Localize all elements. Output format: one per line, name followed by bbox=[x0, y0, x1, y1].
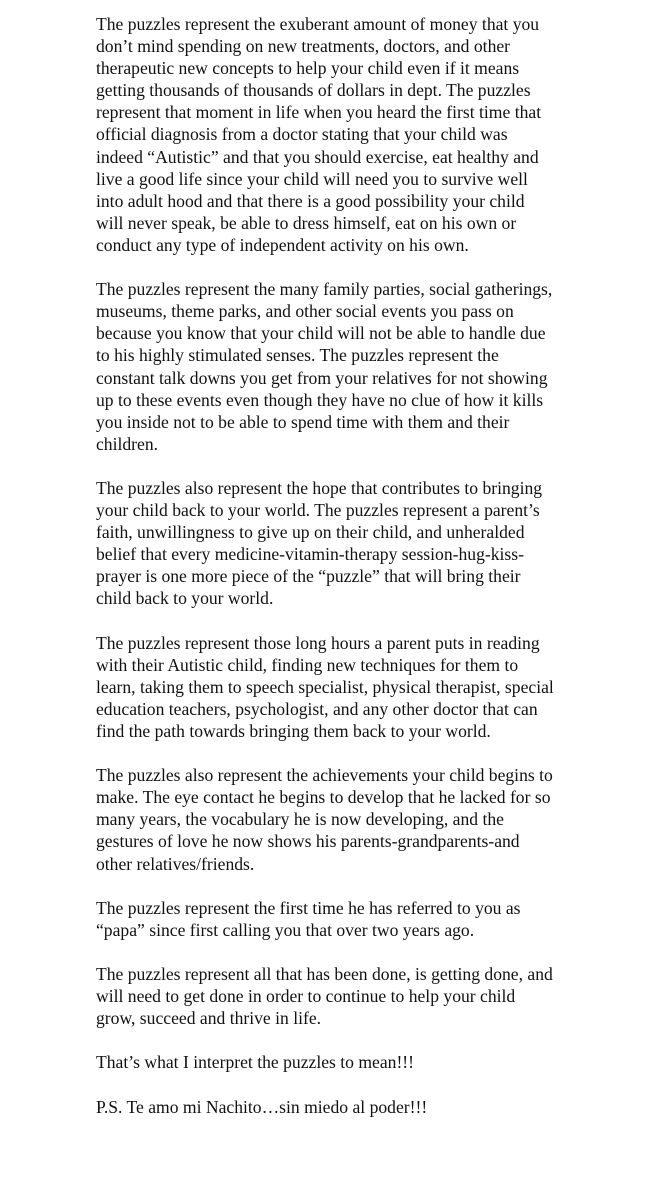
paragraph-gap bbox=[96, 1074, 646, 1096]
paragraph-gap bbox=[96, 455, 646, 477]
paragraph-8: That’s what I interpret the puzzles to mean!!! bbox=[96, 1052, 415, 1073]
paragraph-gap bbox=[96, 256, 646, 278]
paragraph-2: The puzzles represent the many family parties, social gatherings, museums, theme parks, and other social events you pass on because you know that your child will not be able to handle due to his highly stimulated senses. The puzzles represent the constant talk downs you get from your relatives for not showing up to these events even though they have no clue of how it kills you inside not to be able to spend time with them and their children. bbox=[96, 279, 553, 454]
paragraph-gap bbox=[96, 941, 646, 963]
paragraph-1: The puzzles represent the exuberant amount of money that you don’t mind spending on new treatments, doctors, and other therapeutic new concepts to help your child even if it means getting thousands of thousands of dollars in dept. The puzzles represent that moment in life when you heard the first time that official diagnosis from a doctor stating that your child was indeed “Autistic” and that you should exercise, eat healthy and live a good life since your child will need you to survive well into adult hood and that there is a good possibility your child will never speak, be able to dress himself, eat on his own or conduct any type of independent activity on his own. bbox=[96, 14, 542, 255]
paragraph-6: The puzzles represent the first time he has referred to you as “papa” since first calling you that over two years ago. bbox=[96, 897, 521, 940]
paragraph-5: The puzzles also represent the achievements your child begins to make. The eye contact he begins to develop that he lacked for so many years, the vocabulary he is now developing, and the gestures of love he now shows his parents-grandparents-and other relatives/friends. bbox=[96, 765, 553, 874]
paragraph-9-postscript: P.S. Te amo mi Nachito…sin miedo al poder!!! bbox=[96, 1096, 428, 1117]
paragraph-gap bbox=[96, 610, 646, 632]
paragraph-4: The puzzles represent those long hours a parent puts in reading with their Autistic child, finding new techniques for them to learn, taking them to speech specialist, physical therapist, special education teachers, psychologist, and any other doctor that can find the path towards bringing them back to your world. bbox=[96, 632, 554, 741]
paragraph-7: The puzzles represent all that has been done, is getting done, and will need to get done in order to continue to help your child grow, succeed and thrive in life. bbox=[96, 964, 553, 1029]
paragraph-3: The puzzles also represent the hope that contributes to bringing your child back to your world. The puzzles represent a parent’s faith, unwillingness to give up on their child, and unheralded belief that every medicine-vitamin-therapy session-hug-kiss-prayer is one more piece of the “puzzle” that will bring their child back to your world. bbox=[96, 477, 543, 609]
paragraph-gap bbox=[96, 875, 646, 897]
paragraph-gap bbox=[96, 742, 646, 764]
paragraph-gap bbox=[96, 1029, 646, 1051]
